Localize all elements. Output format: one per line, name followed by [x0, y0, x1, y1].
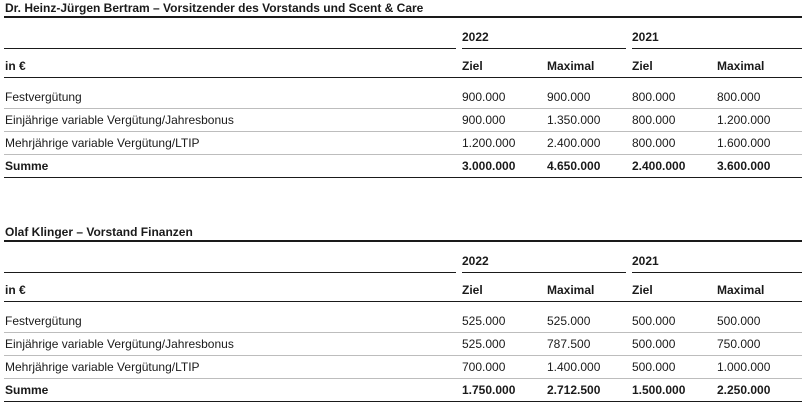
- table-cell: 1.350.000: [547, 113, 601, 127]
- table-cell: 500.000: [717, 314, 761, 328]
- column-header-row: [4, 279, 802, 301]
- total-cell: 3.000.000: [462, 159, 516, 173]
- row-label: Einjährige variable Vergütung/Jahresbonus: [5, 337, 234, 351]
- table-cell: 700.000: [462, 360, 506, 374]
- row-label: Festvergütung: [5, 90, 82, 104]
- divider: [4, 272, 802, 273]
- column-header: Ziel: [632, 283, 653, 297]
- table-title: Olaf Klinger – Vorstand Finanzen: [5, 225, 193, 239]
- table-cell: 1.200.000: [717, 113, 771, 127]
- row-label: Mehrjährige variable Vergütung/LTIP: [5, 136, 200, 150]
- total-cell: 4.650.000: [547, 159, 601, 173]
- total-row: [4, 379, 802, 401]
- total-cell: 2.400.000: [632, 159, 686, 173]
- total-cell: 2.712.500: [547, 383, 601, 397]
- table-title: Dr. Heinz-Jürgen Bertram – Vorsitzender des Vorstands und Scent & Care: [5, 1, 424, 15]
- year-header-row: [4, 250, 802, 272]
- table-cell: 1.000.000: [717, 360, 771, 374]
- table-cell: 800.000: [632, 136, 676, 150]
- year-header-row: [4, 26, 802, 48]
- table-cell: 500.000: [632, 314, 676, 328]
- table-cell: 900.000: [462, 90, 506, 104]
- total-row: [4, 155, 802, 177]
- table-row: [4, 86, 802, 108]
- column-header: Ziel: [462, 283, 483, 297]
- compensation-table-klinger: [4, 224, 802, 402]
- total-cell: 1.500.000: [632, 383, 686, 397]
- year-2022: 2022: [462, 254, 489, 268]
- year-2021: 2021: [632, 254, 659, 268]
- table-cell: 500.000: [632, 337, 676, 351]
- column-header-row: [4, 55, 802, 77]
- table-cell: 525.000: [547, 314, 591, 328]
- table-cell: 1.600.000: [717, 136, 771, 150]
- table-cell: 900.000: [462, 113, 506, 127]
- table-row: [4, 310, 802, 332]
- table-cell: 750.000: [717, 337, 761, 351]
- row-label: Mehrjährige variable Vergütung/LTIP: [5, 360, 200, 374]
- year-2021: 2021: [632, 30, 659, 44]
- table-row: [4, 132, 802, 154]
- divider: [4, 401, 802, 402]
- table-cell: 800.000: [632, 90, 676, 104]
- divider: [4, 48, 802, 49]
- row-label: Festvergütung: [5, 314, 82, 328]
- table-row: [4, 356, 802, 378]
- column-header: Maximal: [547, 59, 595, 73]
- table-cell: 800.000: [717, 90, 761, 104]
- table-cell: 500.000: [632, 360, 676, 374]
- divider: [4, 177, 802, 178]
- column-header: Maximal: [717, 283, 765, 297]
- table-row: [4, 333, 802, 355]
- table-cell: 787.500: [547, 337, 591, 351]
- table-cell: 800.000: [632, 113, 676, 127]
- table-cell: 1.400.000: [547, 360, 601, 374]
- total-label: Summe: [5, 159, 49, 173]
- unit-label: in €: [5, 283, 26, 297]
- column-header: Ziel: [462, 59, 483, 73]
- row-label: Einjährige variable Vergütung/Jahresbonus: [5, 113, 234, 127]
- compensation-table-bertram: [4, 0, 802, 178]
- table-cell: 525.000: [462, 314, 506, 328]
- total-cell: 1.750.000: [462, 383, 516, 397]
- table-row: [4, 109, 802, 131]
- year-2022: 2022: [462, 30, 489, 44]
- unit-label: in €: [5, 59, 26, 73]
- table-cell: 525.000: [462, 337, 506, 351]
- column-header: Maximal: [717, 59, 765, 73]
- table-cell: 2.400.000: [547, 136, 601, 150]
- column-header: Maximal: [547, 283, 595, 297]
- table-cell: 900.000: [547, 90, 591, 104]
- total-label: Summe: [5, 383, 49, 397]
- column-header: Ziel: [632, 59, 653, 73]
- table-cell: 1.200.000: [462, 136, 516, 150]
- total-cell: 2.250.000: [717, 383, 771, 397]
- total-cell: 3.600.000: [717, 159, 771, 173]
